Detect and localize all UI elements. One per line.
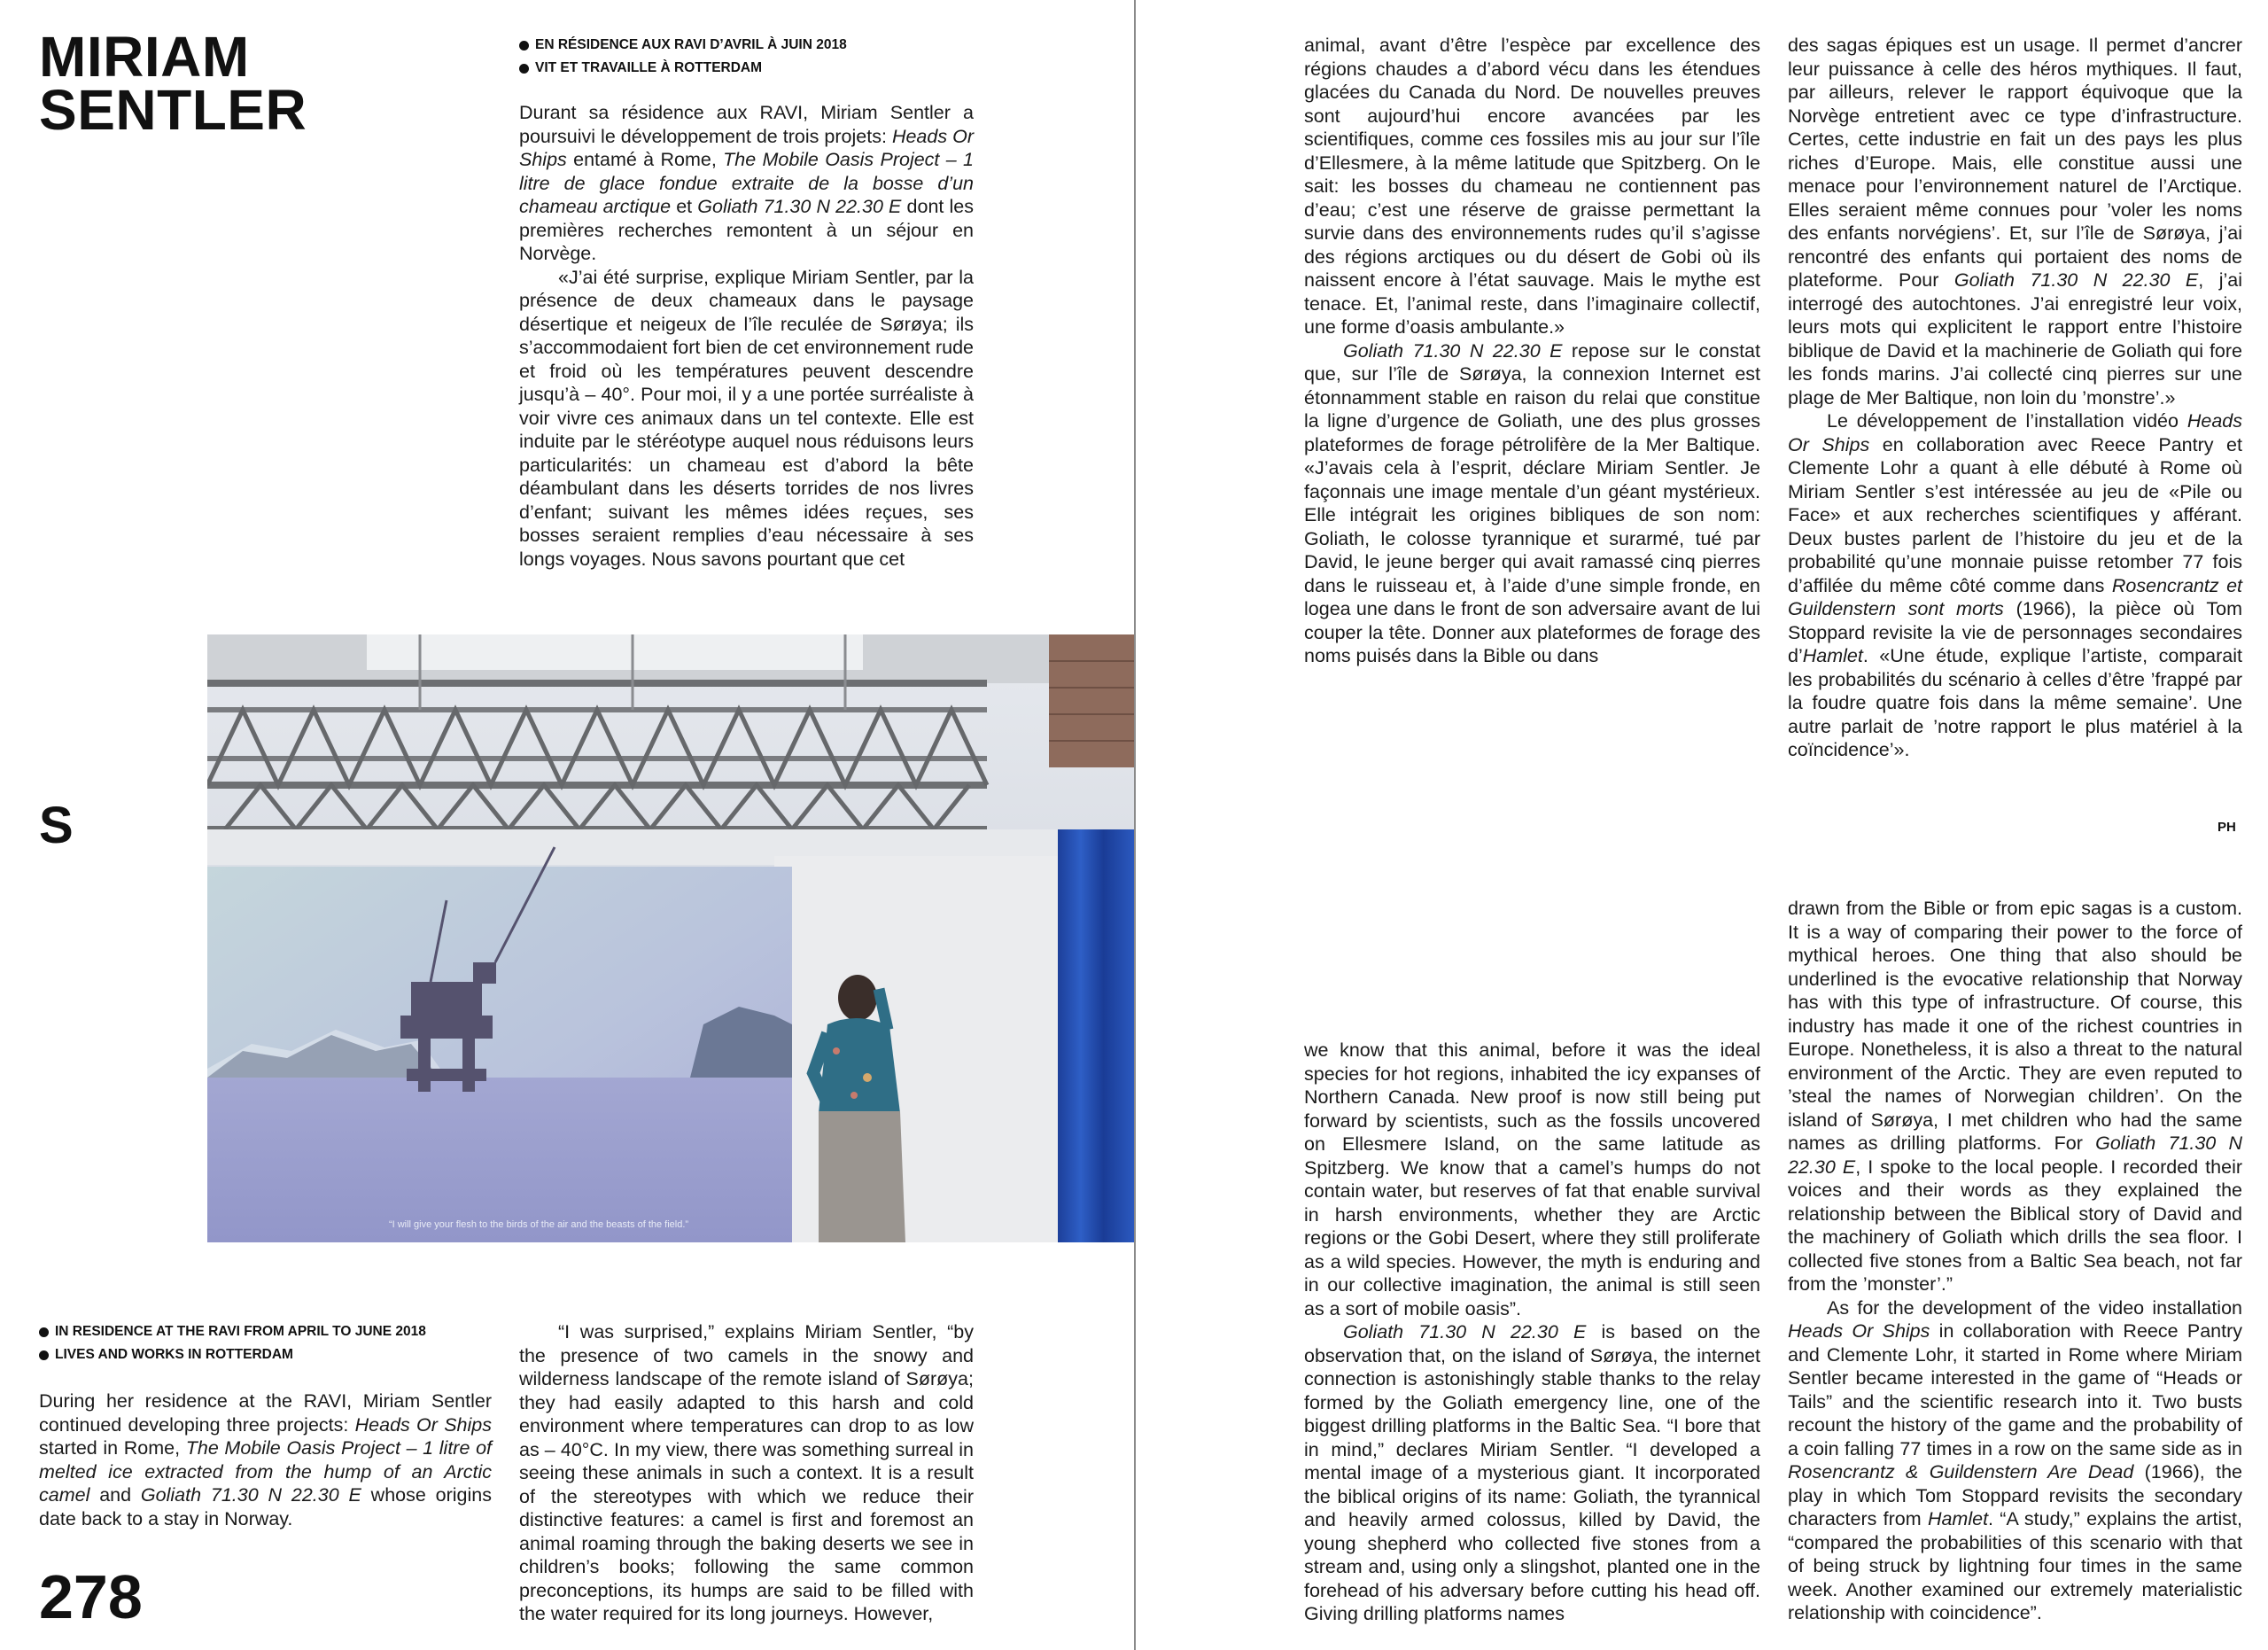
en-residence-info (39, 1320, 426, 1366)
page-number: 278 (39, 1562, 143, 1631)
fr-col3-paragraph-2: Le développement de l’installation vidéo Heads Or Ships en collaboration avec Reece Pantry et Clemente Lohr a quant à elle débuté à Rome où Miriam Sentler s’est intéressée au jeu de «Pile ou Face» et aux recherches scientifiques y afférant. Deux bustes parlent de l’histoire du jeu et de la probabilité qu’une monnaie puisse retomber 77 fois d’affilée du même côté comme dans Rosencrantz et Guildenstern sont morts (1966), la pièce où Tom Stoppard revisite la vie de personnages secondaires d’Hamlet. «Une étude, explique l’artiste, comparait les probabilités du scénario à celles d’être ’frappé par la foudre quatre fois dans la même semaine’. Une autre parlait de ’notre rapport le plus matériel à la coïncidence’». (1788, 410, 2242, 760)
photo-subtitle: “I will give your flesh to the birds of the air and the beasts of the field.” (388, 1219, 689, 1230)
fr-column-1 (519, 101, 974, 571)
en-column-3 (1304, 1039, 1760, 1626)
fr-col3-paragraph-1: des sagas épiques est un usage. Il permet d’ancrer leur puissance à celle des héros mythiques. Il faut, par ailleurs, relever le rapport équivoque que la Norvège entretient avec ce type d’infrastructure. Certes, cette industrie en fait un des pays les plus riches d’Europe. Mais, elle constitue aussi une menace pour l’environnement naturel de l’Arctique. Elles seraient même connues pour ’voler les noms des enfants norvégiens’. Et, sur l’île de Sørøya, j’ai rencontré des enfants qui portaient des noms de plateforme. Pour Goliath 71.30 N 22.30 E, j’ai interrogé des autochtones. J’ai enregistré leur voix, leurs mots qui explicitent le rapport entre l’histoire biblique de David et la machinerie de Goliath qui fore les fonds marins. J’ai collecté cinq pierres sur une plage de Mer Baltique, non loin du ’monstre’.» (1788, 35, 2242, 409)
en-col3-paragraph-1: we know that this animal, before it was the ideal species for hot regions, inhabited the icy expanses of Northern Canada. New proof is now still being put forward by scientists, such as the fossils uncovered on Ellesmere Island, on the same latitude as Spitzberg. We know that a camel’s humps do not contain water, but reserves of fat that enable survival in harsh environments, whether they are Arctic regions or the Gobi Desert, where they still proliferate as a wild species. However, the myth is enduring and in our collective imagination, the animal is still seen as a sort of mobile oasis”. (1304, 1039, 1760, 1319)
author-initials: PH (2218, 820, 2236, 835)
fr-col1-paragraph-2: «J’ai été surprise, explique Miriam Sentler, par la présence de deux chameaux dans le paysage désertique et neigeux de l’île reculée de Sørøya; ils s’accommodaient fort bien de cet environnement rude et froid où les températures peuvent descendre jusqu’à – 40°. Pour moi, il y a une portée surréaliste à voir vivre ces animaux dans un tel contexte. Elle est induite par le stéréotype auquel nous réduisons leurs particularités: un chameau est d’abord la bête déambulant dans les déserts torrides de nos livres d’enfant; suivant les mêmes idées reçues, ses bosses seraient remplies d’eau nécessaire à ses longs voyages. Nous savons pourtant que cet (519, 266, 974, 570)
exhibition-photo (207, 634, 1134, 1242)
fr-column-3 (1788, 34, 2242, 762)
en-col1-paragraph-1: During her residence at the RAVI, Miriam Sentler continued developing three projects: Heads Or Ships started in Rome, The Mobile Oasis Project – 1 litre of melted ice extracted from the hump of an Arctic camel and Goliath 71.30 N 22.30 E whose origins date back to a stay in Norway. (39, 1390, 492, 1529)
page-fold (1134, 0, 1136, 1650)
fr-column-2 (1304, 34, 1760, 668)
fr-col1-paragraph-1: Durant sa résidence aux RAVI, Miriam Sentler a poursuivi le développement de trois projets: Heads Or Ships entamé à Rome, The Mobile Oasis Project – 1 litre de glace fondue extraite de la bosse d’un chameau arctique et Goliath 71.30 N 22.30 E dont les premières recherches remontent à un séjour en Norvège. (519, 102, 974, 264)
en-col4-paragraph-1: drawn from the Bible or from epic sagas is a custom. It is a way of comparing their power to the force of mythical heroes. One thing that also should be underlined is the evocative relationship that Norway has with this type of infrastructure. Of course, this industry has made it one of the richest countries in Europe. Nonetheless, it is also a threat to the natural environment of the Arctic. They are even reputed to ’steal the names of Norwegian children’. On the island of Sørøya, I met children who had the same names as drilling platforms. For Goliath 71.30 N 22.30 E, I spoke to the local people. I recorded their voices and their words as they explained the relationship between the Biblical story of David and the machinery of Goliath which drills the sea floor. I collected five stones from a Baltic Sea beach, not far from the ’monster’.” (1788, 898, 2242, 1295)
en-column-4 (1788, 897, 2242, 1625)
en-column-2 (519, 1320, 974, 1626)
en-col2-paragraph-1: “I was surprised,” explains Miriam Sentler, “by the presence of two camels in the snowy and wilderness landscape of the remote island of Sørøya; they had easily adapted to this harsh and cold environment where temperatures can drop to as low as – 40°C. In my view, there was something surreal in seeing these animals in such a context. It is a result of the stereotypes with which we reduce their distinctive features: a camel is first and foremost an animal roaming through the baking deserts we see in children’s books; following the same common preconceptions, its humps are said to be filled with the water required for its long journeys. However, (519, 1321, 974, 1624)
artist-name-heading (39, 25, 307, 142)
exhibition-photo-illustration (207, 634, 1134, 1242)
en-bullet-residence: IN RESIDENCE AT THE RAVI FROM APRIL TO JUNE 2018 (39, 1320, 426, 1343)
fr-col2-paragraph-2: Goliath 71.30 N 22.30 E repose sur le constat que, sur l’île de Sørøya, la connexion Internet est étonnamment stable en raison du relai que constitue la ligne d’urgence de Goliath, une des plus grosses plateformes de forage pétrolifère de la Mer Baltique. «J’avais cela à l’esprit, déclare Miriam Sentler. Je façonnais une image mentale d’un géant mystérieux. Elle intégrait les origines bibliques de son nom: Goliath, le colosse tyrannique et surarmé, tué par David, le jeune berger qui avait ramassé cinq pierres dans le ruisseau et, à l’aide d’une simple fronde, en logea une dans le front de son adversaire avant de lui couper la tête. Donner aux plateformes de forage des noms puisés dans la Bible ou dans (1304, 339, 1760, 666)
artist-name-line1: MIRIAM (39, 25, 250, 89)
fr-residence-info (519, 34, 847, 80)
fr-col2-paragraph-1: animal, avant d’être l’espèce par excellence des régions chaudes a d’abord vécu dans les étendues glacées du Canada du Nord. De nouvelles preuves sont aujourd’hui encore avancées par les scientifiques, comme ces fossiles mis au jour sur l’île d’Ellesmere, à la même latitude que Spitzberg. On le sait: les bosses du chameau ne contiennent pas d’eau; c’est une réserve de graisse permettant la survie dans des environnements rudes qu’il s’agisse des régions arctiques ou du désert de Gobi où ils naissent encore à l’état sauvage. Mais le mythe est tenace. Et, l’animal reste, dans l’imaginaire collectif, une forme d’oasis ambulante.» (1304, 35, 1760, 338)
fr-bullet-residence: EN RÉSIDENCE AUX RAVI D’AVRIL À JUIN 2018 (519, 34, 847, 57)
artist-name-line2: SENTLER (39, 78, 307, 142)
en-col4-paragraph-2: As for the development of the video installation Heads Or Ships in collaboration with Reece Pantry and Clemente Lohr, it started in Rome where Miriam Sentler became interested in the game of “Heads or Tails” and the scientific research into it. Two busts recount the history of the game and the probability of a coin falling 77 times in a row on the same side as in Rosencrantz & Guildenstern Are Dead (1966), the play in which Tom Stoppard revisits the secondary characters from Hamlet. “A study,” explains the artist, “compared the probabilities of this scenario with that of being struck by lightning four times in the same week. Another examined our extremely materialistic relationship with coincidence”. (1788, 1296, 2242, 1623)
section-letter: S (39, 797, 74, 854)
en-col3-paragraph-2: Goliath 71.30 N 22.30 E is based on the observation that, on the island of Sørøya, the internet connection is astonishingly stable thanks to the relay formed by the Goliath emergency line, one of the biggest drilling platforms in the Baltic Sea. “I bore that in mind,” declares Miriam Sentler. “I developed a mental image of a mysterious giant. It incorporated the biblical origins of its name: Goliath, the tyrannical and heavily armed colossus, killed by David, the young shepherd who collected five stones from a stream and, using only a slingshot, planted one in the forehead of his adversary before cutting his head off. Giving drilling platforms names (1304, 1321, 1760, 1624)
en-column-1 (39, 1389, 492, 1530)
fr-bullet-lives: VIT ET TRAVAILLE À ROTTERDAM (519, 57, 847, 80)
en-bullet-lives: LIVES AND WORKS IN ROTTERDAM (39, 1343, 426, 1366)
